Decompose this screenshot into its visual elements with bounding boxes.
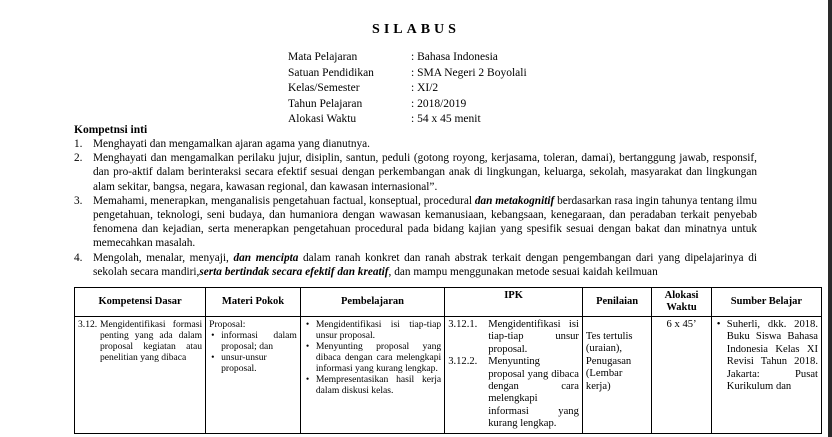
header-ipk: IPK [445, 288, 583, 317]
list-item: • informasi dalam proposal; dan [209, 330, 297, 352]
kd-text: Mengidentifikasi formasi penting yang ada dalam proposal kegiatan atau penelitian yang dibaca [100, 319, 203, 363]
emphasis-text: dan metakognitif [474, 194, 555, 207]
ipk-text: Mengidentifikasi isi tiap-tiap unsur proposal. [488, 319, 579, 355]
meta-row-subject [288, 50, 527, 66]
text-run: , dan mampu menggunakan metode sesuai kaidah keilmuan [388, 265, 658, 278]
document-title: SILABUS [372, 22, 460, 37]
meta-row-year [288, 97, 527, 113]
meta-value: : 2018/2019 [411, 97, 467, 110]
cell-alokasi-waktu [652, 317, 711, 434]
penilaian-text: Tes tertulis (uraian), Penugasan (Lembar kerja) [585, 331, 633, 392]
list-number: 2. [74, 152, 83, 165]
ipk-text: Menyunting proposal yang dibaca dengan cara melengkapi informasi yang kurang lengkap. [488, 356, 579, 430]
list-item: • Mengidentifikasi isi tiap-tiap unsur proposal. [304, 319, 441, 341]
header-alokasi-waktu: Alokasi Waktu [652, 288, 711, 317]
table-header-row [75, 288, 822, 317]
ipk-item [448, 319, 579, 356]
list-item: • Mempresentasikan hasil kerja dalam diskusi kelas. [304, 374, 441, 396]
list-text: Menghayati dan mengamalkan perilaku jujur, disiplin, santun, peduli (gotong royong, kerjasama, toleran, damai), bertanggung jawab, responsif, dan pro-aktif dalam berinteraksi secara efektif sesuai dengan perkembangan anak di lingkungan, keluarga, sekolah, masyarakat dan lingkungan alam sekitar, bangsa, negara, kawasan regional, dan kawasan internasional”. [93, 152, 757, 193]
list-item [74, 251, 757, 279]
meta-value: : Bahasa Indonesia [411, 51, 498, 63]
meta-row-class [288, 81, 527, 97]
ipk-number: 3.12.2. [448, 356, 478, 368]
meta-value: : XI/2 [411, 82, 439, 95]
sumber-list [715, 319, 818, 393]
meta-label: Satuan Pendidikan [288, 66, 374, 79]
emphasis-text: serta bertindak secara efektif dan kreatif [199, 265, 389, 278]
text-run: Memahami, menerapkan, menganalisis pengetahuan factual, konseptual, procedural [93, 194, 475, 207]
cell-kompetensi-dasar [75, 317, 206, 434]
list-text [93, 251, 757, 279]
cell-ipk [445, 317, 583, 434]
list-item: • unsur-unsur proposal. [209, 352, 297, 374]
kompetensi-inti-list [74, 137, 757, 279]
syllabus-meta [288, 50, 527, 128]
kd-entry [78, 319, 202, 363]
meta-row-school [288, 66, 527, 82]
cell-materi-pokok [206, 317, 301, 434]
meta-label: Kelas/Semester [288, 82, 360, 95]
text-run: Mengolah, menalar, menyaji, [93, 251, 234, 264]
ipk-item [448, 356, 579, 430]
kd-number: 3.12. [78, 319, 98, 330]
cell-sumber-belajar [711, 317, 821, 434]
table-row [75, 317, 822, 434]
list-item [74, 137, 757, 151]
emphasis-text: dan mencipta [233, 251, 299, 264]
meta-value: : 54 x 45 menit [411, 113, 481, 126]
pembelajaran-list [304, 319, 441, 396]
kompetensi-inti-heading: Kompetnsi inti [74, 124, 148, 136]
silabus-table [74, 287, 822, 434]
list-number: 3. [74, 194, 83, 207]
ipk-number: 3.12.1. [448, 319, 478, 330]
meta-row-time [288, 112, 527, 128]
header-kompetensi-dasar: Kompetensi Dasar [75, 288, 206, 317]
header-penilaian: Penilaian [582, 288, 651, 317]
header-pembelajaran: Pembelajaran [300, 288, 444, 317]
text-run: dalam ranah konkret dan ranah abstrak terkait dengan pengembangan dari yang dipelajarinya di sekolah secara mandiri, [93, 251, 757, 278]
meta-label: Alokasi Waktu [288, 113, 357, 126]
list-text: Menghayati dan mengamalkan ajaran agama yang dianutnya. [93, 138, 370, 150]
materi-list [209, 330, 297, 374]
list-item: • Suherli, dkk. 2018. Buku Siswa Bahasa Indonesia Kelas XI Revisi Tahun 2018. Jakarta: Pusat Kurikulum dan [715, 319, 818, 393]
header-sumber-belajar: Sumber Belajar [711, 288, 821, 317]
list-number: 4. [74, 251, 83, 264]
meta-value: : SMA Negeri 2 Boyolali [411, 66, 527, 79]
cell-pembelajaran [300, 317, 444, 434]
cell-penilaian [582, 317, 651, 434]
list-item [74, 194, 757, 251]
text-run: berdasarkan rasa ingin tahunya tentang ilmu pengetahuan, teknologi, seni budaya, dan humaniora dengan wawasan kemanusiaan, kebangsaan, kenegaraan, dan peradaban terkait penyebab fenomena dan kejadian, serta menerapkan pengetahuan procedural pada bidang kajian yang spesifik sesuai dengan bakat dan minatnya untuk memecahkan masalah. [93, 194, 757, 250]
meta-label: Tahun Pelajaran [288, 97, 363, 110]
list-number: 1. [74, 138, 83, 150]
meta-label: Mata Pelajaran [288, 51, 358, 63]
alokasi-text: 6 x 45’ [666, 319, 697, 330]
list-text [93, 194, 757, 251]
list-item: • Menyunting proposal yang dibaca dengan cara melengkapi informasi yang kurang lengkap. [304, 341, 441, 374]
list-item [74, 151, 757, 194]
materi-title: Proposal: [209, 319, 246, 330]
header-materi-pokok: Materi Pokok [206, 288, 301, 317]
page-edge-divider [828, 0, 832, 437]
